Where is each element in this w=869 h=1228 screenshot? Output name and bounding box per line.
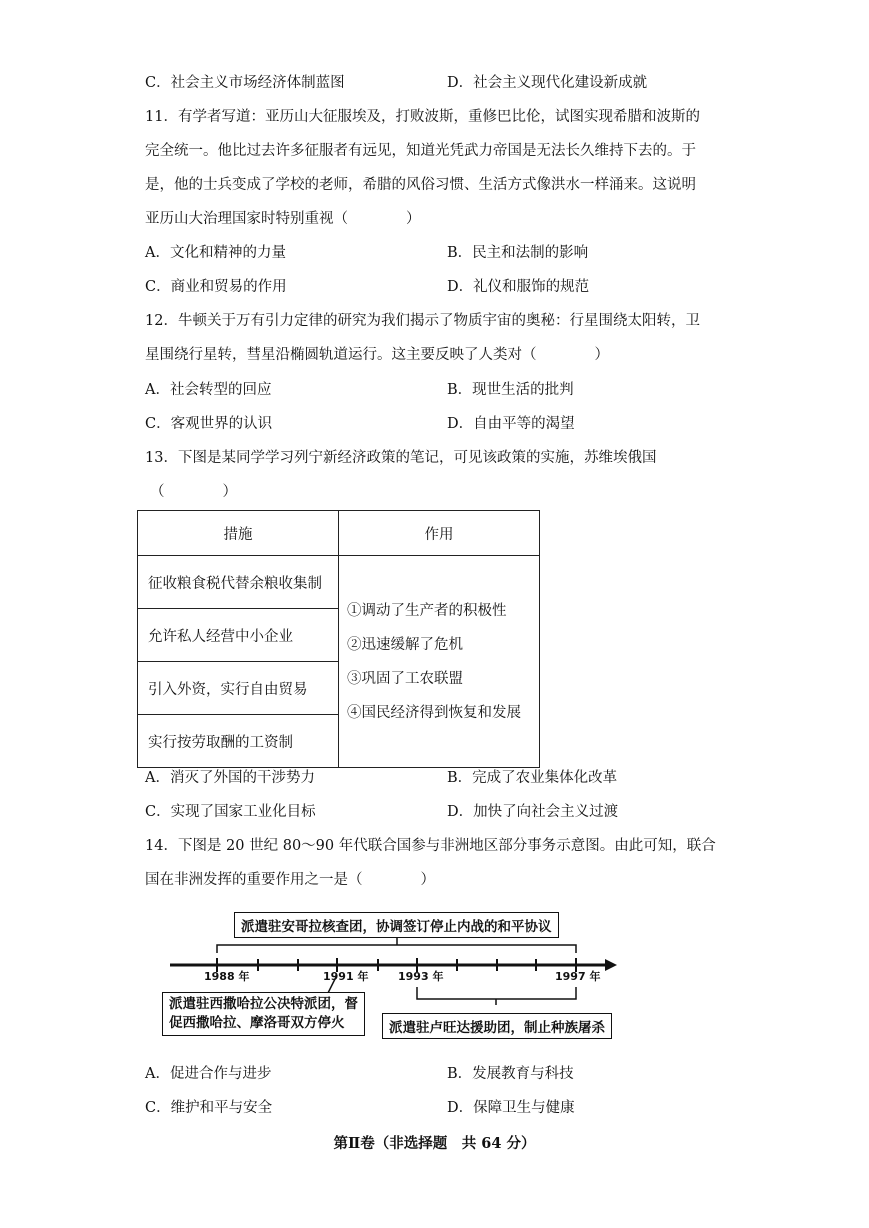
table-measure-cell: 实行按劳取酬的工资制 [138,715,339,768]
angola-bracket [217,945,576,953]
year-label: 1997 年 [555,970,601,983]
q11-stem-line: 11．有学者写道：亚历山大征服埃及，打败波斯，重修巴比伦，试图实现希腊和波斯的 [145,109,700,125]
q11-stem-line: 亚历山大治理国家时特别重视（ ） [145,211,421,227]
q13-option-a: A．消灭了外国的干涉势力 [145,770,315,786]
table-measure-cell: 允许私人经营中小企业 [138,609,339,662]
q12-option-c: C．客观世界的认识 [145,416,273,432]
table-header-effects: 作用 [339,511,540,556]
q11-stem-line: 完全统一。他比过去许多征服者有远见，知道光凭武力帝国是无法长久维持下去的。于 [145,143,696,159]
q13-stem-line: 13．下图是某同学学习列宁新经济政策的笔记，可见该政策的实施，苏维埃俄国 [145,450,657,466]
q13-option-d: D．加快了向社会主义过渡 [447,804,619,820]
q11-option-c: C．商业和贸易的作用 [145,279,287,295]
table-measure-cell: 引入外资，实行自由贸易 [138,662,339,715]
nep-notes-table [137,510,540,768]
effect-item: ②迅速缓解了危机 [347,636,463,653]
q11-stem-line: 是，他的士兵变成了学校的老师，希腊的风俗习惯、生活方式像洪水一样涌来。这说明 [145,177,696,193]
q12-stem-line: 星围绕行星转，彗星沿椭圆轨道运行。这主要反映了人类对（ ） [145,347,609,363]
q12-option-d: D．自由平等的渴望 [447,416,575,432]
q10-option-c: C．社会主义市场经济体制蓝图 [145,75,345,91]
section-title: 第Ⅱ卷（非选择题 共 64 分） [333,1135,536,1152]
q11-option-b: B．民主和法制的影响 [447,245,589,261]
table-effects-cell [339,556,540,768]
rwanda-bracket [417,987,576,999]
q13-option-c: C．实现了国家工业化目标 [145,804,316,820]
year-label: 1991 年 [323,970,369,983]
angola-mission-box: 派遣驻安哥拉核查团，协调签订停止内战的和平协议 [234,912,559,938]
q11-option-d: D．礼仪和服饰的规范 [447,279,590,295]
effect-item: ④国民经济得到恢复和发展 [347,704,521,721]
q14-option-a: A．促进合作与进步 [145,1066,272,1082]
effect-item: ①调动了生产者的积极性 [347,602,507,619]
table-measure-cell: 征收粮食税代替余粮收集制 [138,556,339,609]
q12-option-a: A．社会转型的回应 [145,382,272,398]
q14-option-c: C．维护和平与安全 [145,1100,273,1116]
table-header-measures: 措施 [138,511,339,556]
rwanda-mission-box: 派遣驻卢旺达援助团，制止种族屠杀 [382,1013,612,1039]
q14-stem-line: 14．下图是 20 世纪 80～90 年代联合国参与非洲地区部分事务示意图。由此可知，联合 [145,838,716,854]
q11-option-a: A．文化和精神的力量 [145,245,286,261]
un-africa-timeline [160,905,630,1045]
q13-stem-line: （ ） [150,484,237,500]
western-sahara-mission-box [162,992,365,1036]
year-label: 1988 年 [204,970,250,983]
western-sahara-line: 派遣驻西撒哈拉公决特派团，督 [169,996,358,1012]
effect-item: ③巩固了工农联盟 [347,670,463,687]
year-label: 1993 年 [398,970,444,983]
q14-option-b: B．发展教育与科技 [447,1066,574,1082]
q12-option-b: B．现世生活的批判 [447,382,574,398]
q14-stem-line: 国在非洲发挥的重要作用之一是（ ） [145,872,435,888]
western-sahara-line: 促西撒哈拉、摩洛哥双方停火 [169,1015,345,1031]
q14-option-d: D．保障卫生与健康 [447,1100,575,1116]
q12-stem-line: 12．牛顿关于万有引力定律的研究为我们揭示了物质宇宙的奥秘：行星围绕太阳转，卫 [145,313,700,329]
q10-option-d: D．社会主义现代化建设新成就 [447,75,648,91]
timeline-arrow [605,959,617,971]
q13-option-b: B．完成了农业集体化改革 [447,770,618,786]
